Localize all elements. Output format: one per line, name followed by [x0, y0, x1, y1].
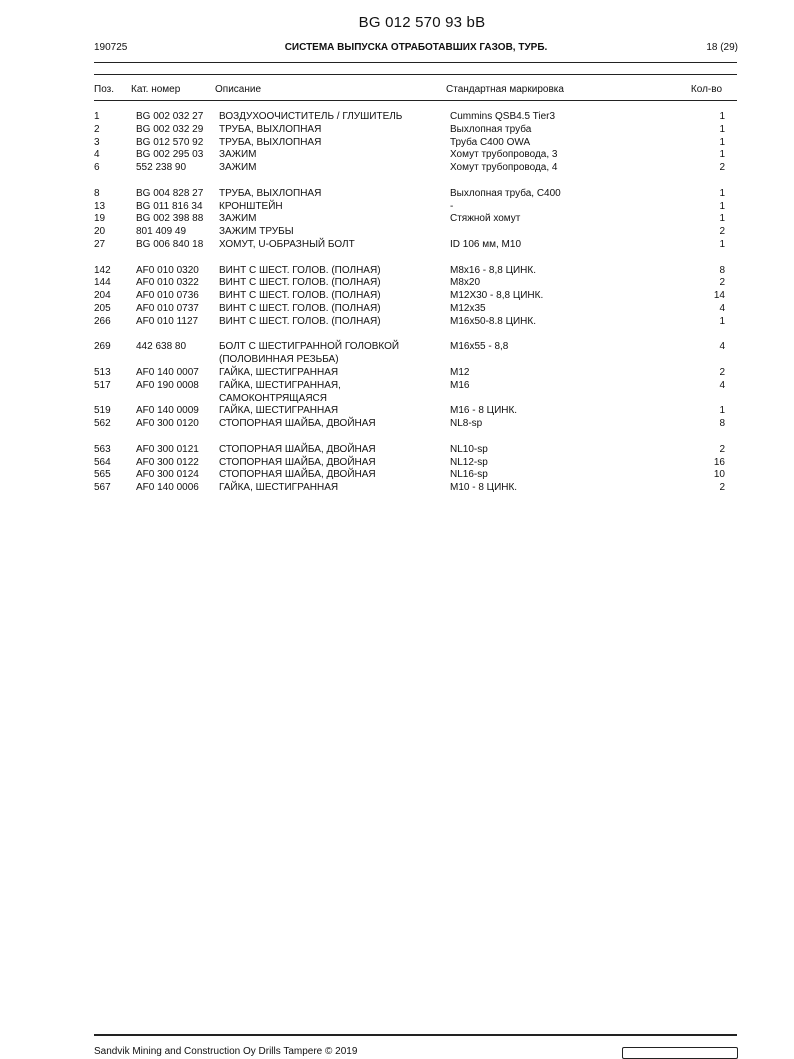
item-standard-marking: Cummins QSB4.5 Tier3: [450, 111, 556, 122]
item-description: ВИНТ С ШЕСТ. ГОЛОВ. (ПОЛНАЯ): [219, 290, 381, 302]
item-position: 8: [94, 187, 100, 199]
table-row: [0, 226, 794, 239]
item-description: ГАЙКА, ШЕСТИГРАННАЯ: [219, 405, 339, 417]
item-part-number: 442 638 80: [136, 341, 187, 353]
document-date: 190725: [94, 42, 128, 53]
table-row: [0, 213, 794, 226]
item-standard-marking: Стяжной хомут: [450, 213, 521, 225]
item-description: КРОНШТЕЙН: [219, 200, 283, 212]
item-description: ГАЙКА, ШЕСТИГРАННАЯ: [219, 366, 339, 378]
table-row: [0, 137, 794, 150]
item-position: 6: [94, 162, 100, 174]
item-part-number: BG 011 816 34: [136, 200, 203, 212]
table-row: [0, 265, 794, 278]
column-header-quantity: Кол-во: [690, 84, 722, 95]
table-row: [0, 303, 794, 316]
item-quantity: 8: [719, 418, 725, 430]
item-quantity: 2: [719, 366, 725, 378]
group-spacer: [0, 431, 794, 444]
item-description: СТОПОРНАЯ ШАЙБА, ДВОЙНАЯ: [219, 469, 376, 481]
item-standard-marking: Выхлопная труба: [450, 123, 532, 135]
item-part-number: BG 006 840 18: [136, 238, 204, 250]
item-part-number: BG 012 570 92: [136, 136, 204, 148]
table-row: [0, 111, 794, 124]
group-spacer: [0, 175, 794, 188]
item-position: 519: [94, 405, 111, 417]
item-part-number: AF0 140 0009: [136, 405, 199, 417]
item-part-number: BG 004 828 27: [136, 187, 204, 199]
item-quantity: 1: [719, 315, 725, 327]
header-divider: [94, 62, 737, 63]
item-part-number: AF0 010 0320: [136, 264, 199, 276]
item-description: ЗАЖИМ: [219, 213, 257, 225]
table-row: [0, 380, 794, 406]
item-description: ЗАЖИМ: [219, 149, 257, 161]
item-position: 563: [94, 443, 111, 455]
item-quantity: 1: [719, 200, 725, 212]
item-description: ХОМУТ, U-ОБРАЗНЫЙ БОЛТ: [219, 238, 355, 250]
item-position: 142: [94, 264, 111, 276]
item-standard-marking: NL16-sp: [450, 469, 488, 481]
item-standard-marking: M16x55 - 8,8: [450, 341, 509, 353]
item-position: 204: [94, 290, 111, 302]
table-row: [0, 149, 794, 162]
column-header-divider: [94, 100, 737, 101]
table-row: [0, 469, 794, 482]
group-spacer: [0, 329, 794, 342]
item-quantity: 1: [719, 149, 725, 161]
item-position: 266: [94, 315, 111, 327]
item-standard-marking: Хомут трубопровода, 3: [450, 149, 558, 161]
page-number: 18 (29): [706, 42, 738, 53]
table-row: [0, 482, 794, 495]
item-standard-marking: M16 - 8 ЦИНК.: [450, 405, 518, 417]
column-header-description: Описание: [215, 84, 262, 95]
item-standard-marking: M12X30 - 8,8 ЦИНК.: [450, 290, 544, 302]
table-row: [0, 444, 794, 457]
item-description: БОЛТ С ШЕСТИГРАННОЙ ГОЛОВКОЙ (ПОЛОВИННАЯ РЕЗЬБА): [219, 341, 400, 366]
item-quantity: 2: [719, 443, 725, 455]
item-position: 144: [94, 277, 111, 289]
item-description: ВИНТ С ШЕСТ. ГОЛОВ. (ПОЛНАЯ): [219, 302, 381, 314]
item-quantity: 8: [719, 264, 725, 276]
item-standard-marking: ID 106 мм, M10: [450, 238, 522, 250]
item-standard-marking: M12x35: [450, 302, 486, 314]
item-standard-marking: M10 - 8 ЦИНК.: [450, 482, 518, 494]
table-row: [0, 316, 794, 329]
table-row: [0, 290, 794, 303]
item-part-number: 552 238 90: [136, 162, 187, 174]
item-description: ВИНТ С ШЕСТ. ГОЛОВ. (ПОЛНАЯ): [219, 264, 381, 276]
item-part-number: BG 002 032 27: [136, 111, 204, 122]
item-position: 269: [94, 341, 111, 353]
item-quantity: 10: [713, 469, 725, 481]
item-part-number: AF0 300 0120: [136, 418, 199, 430]
item-part-number: AF0 300 0122: [136, 456, 199, 468]
item-quantity: 2: [719, 277, 725, 289]
table-row: [0, 188, 794, 201]
table-row: [0, 457, 794, 470]
item-standard-marking: NL10-sp: [450, 443, 488, 455]
item-description: ТРУБА, ВЫХЛОПНАЯ: [219, 187, 322, 199]
item-position: 20: [94, 226, 106, 238]
item-position: 4: [94, 149, 100, 161]
item-position: 205: [94, 302, 111, 314]
item-position: 565: [94, 469, 111, 481]
company-logo: [622, 1047, 738, 1059]
item-position: 517: [94, 379, 111, 391]
item-description: ЗАЖИМ: [219, 162, 257, 174]
item-position: 564: [94, 456, 111, 468]
table-row: [0, 405, 794, 418]
item-quantity: 1: [719, 123, 725, 135]
table-row: [0, 239, 794, 252]
item-standard-marking: M8x16 - 8,8 ЦИНК.: [450, 264, 536, 276]
item-quantity: 4: [719, 379, 725, 391]
item-quantity: 2: [719, 482, 725, 494]
column-header-standard: Стандартная маркировка: [446, 84, 564, 95]
item-quantity: 1: [719, 238, 725, 250]
item-position: 562: [94, 418, 111, 430]
item-part-number: 801 409 49: [136, 226, 187, 238]
parts-table: [0, 111, 794, 495]
item-position: 2: [94, 123, 100, 135]
item-position: 567: [94, 482, 111, 494]
item-part-number: AF0 140 0006: [136, 482, 199, 494]
table-row: [0, 418, 794, 431]
item-position: 1: [94, 111, 100, 122]
item-description: ГАЙКА, ШЕСТИГРАННАЯ, САМОКОНТРЯЩАЯСЯ: [219, 379, 341, 404]
item-quantity: 4: [719, 302, 725, 314]
page-title: СИСТЕМА ВЫПУСКА ОТРАБОТАВШИХ ГАЗОВ, ТУРБ.: [284, 42, 548, 53]
item-description: ВОЗДУХООЧИСТИТЕЛЬ / ГЛУШИТЕЛЬ: [219, 111, 403, 122]
item-part-number: AF0 140 0007: [136, 366, 199, 378]
item-description: ВИНТ С ШЕСТ. ГОЛОВ. (ПОЛНАЯ): [219, 315, 381, 327]
item-standard-marking: M16x50-8.8 ЦИНК.: [450, 315, 536, 327]
table-row: [0, 341, 794, 367]
table-top-divider: [94, 74, 737, 75]
item-part-number: AF0 010 0322: [136, 277, 199, 289]
item-quantity: 14: [713, 290, 725, 302]
item-quantity: 4: [719, 341, 725, 353]
item-description: СТОПОРНАЯ ШАЙБА, ДВОЙНАЯ: [219, 456, 376, 468]
item-part-number: AF0 190 0008: [136, 379, 199, 391]
item-position: 19: [94, 213, 106, 225]
item-standard-marking: M16: [450, 379, 470, 391]
item-part-number: BG 002 032 29: [136, 123, 204, 135]
item-quantity: 1: [719, 187, 725, 199]
item-description: ТРУБА, ВЫХЛОПНАЯ: [219, 123, 322, 135]
item-quantity: 1: [719, 405, 725, 417]
item-description: ВИНТ С ШЕСТ. ГОЛОВ. (ПОЛНАЯ): [219, 277, 381, 289]
item-description: ТРУБА, ВЫХЛОПНАЯ: [219, 136, 322, 148]
table-row: [0, 124, 794, 137]
item-part-number: BG 002 295 03: [136, 149, 204, 161]
item-standard-marking: NL8-sp: [450, 418, 483, 430]
item-quantity: 16: [713, 456, 725, 468]
footer-copyright: Sandvik Mining and Construction Oy Drills Tampere © 2019: [94, 1046, 358, 1057]
item-description: ГАЙКА, ШЕСТИГРАННАЯ: [219, 482, 339, 494]
item-part-number: AF0 300 0124: [136, 469, 199, 481]
item-standard-marking: Выхлопная труба, C400: [450, 187, 561, 199]
item-position: 27: [94, 238, 106, 250]
group-spacer: [0, 252, 794, 265]
item-description: ЗАЖИМ ТРУБЫ: [219, 226, 294, 238]
footer-divider: [94, 1034, 737, 1036]
document-id: BG 012 570 93 bB: [358, 14, 486, 31]
item-quantity: 2: [719, 162, 725, 174]
column-header-pos: Поз.: [94, 84, 114, 95]
item-description: СТОПОРНАЯ ШАЙБА, ДВОЙНАЯ: [219, 443, 376, 455]
item-quantity: 1: [719, 213, 725, 225]
table-row: [0, 201, 794, 214]
item-description: СТОПОРНАЯ ШАЙБА, ДВОЙНАЯ: [219, 418, 376, 430]
item-quantity: 1: [719, 136, 725, 148]
table-row: [0, 162, 794, 175]
item-part-number: AF0 010 1127: [136, 315, 199, 327]
table-row: [0, 277, 794, 290]
item-standard-marking: Хомут трубопровода, 4: [450, 162, 558, 174]
item-standard-marking: -: [450, 200, 454, 212]
item-position: 13: [94, 200, 106, 212]
item-standard-marking: M8x20: [450, 277, 481, 289]
item-part-number: AF0 010 0737: [136, 302, 199, 314]
item-quantity: 2: [719, 226, 725, 238]
item-position: 513: [94, 366, 111, 378]
item-standard-marking: NL12-sp: [450, 456, 488, 468]
item-standard-marking: Труба C400 OWA: [450, 136, 531, 148]
item-part-number: AF0 010 0736: [136, 290, 199, 302]
column-header-part-number: Кат. номер: [131, 84, 181, 95]
item-quantity: 1: [719, 111, 725, 122]
item-part-number: BG 002 398 88: [136, 213, 204, 225]
table-row: [0, 367, 794, 380]
item-standard-marking: M12: [450, 366, 470, 378]
item-position: 3: [94, 136, 100, 148]
item-part-number: AF0 300 0121: [136, 443, 199, 455]
